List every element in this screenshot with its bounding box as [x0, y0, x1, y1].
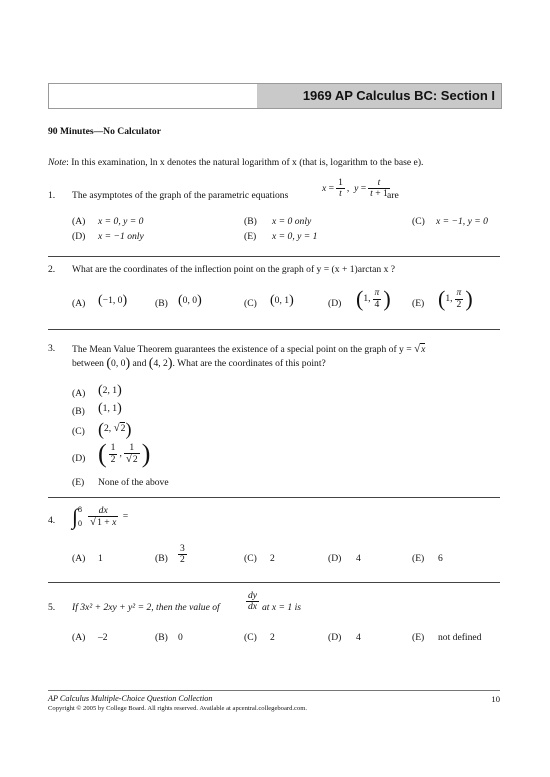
q3-choice-e-text: None of the above	[98, 477, 169, 488]
q2-choice-e-label: (E)	[412, 298, 425, 309]
q5-choice-a-text: –2	[98, 632, 108, 643]
question-2-number: 2.	[48, 264, 56, 275]
question-5-number: 5.	[48, 602, 56, 613]
q2-choice-b-text: 0, 0	[182, 295, 198, 307]
question-3-stem-line1: The Mean Value Theorem guarantees the existence of a special point on the graph of y = √x	[72, 343, 426, 355]
note-text: : In this examination, ln x denotes the natural logarithm of x (that is, logarithm to the base e).	[66, 157, 424, 168]
q3-choice-b-text: 1, 1	[102, 403, 118, 415]
q2-choice-a-label: (A)	[72, 298, 86, 309]
q4-choice-e-text: 6	[438, 553, 443, 564]
q1-choice-e-label: (E)	[244, 231, 257, 242]
copyright-notice: Copyright © 2005 by College Board. All rights reserved. Available at apcentral.collegeboard.com.	[48, 705, 308, 712]
q2-choice-a-text: −1, 0	[102, 295, 123, 307]
question-1-stem-end: are	[387, 190, 399, 201]
q3-choice-a-label: (A)	[72, 388, 86, 399]
q3-choice-c-text: 2,	[104, 423, 114, 435]
section-title-bar	[48, 83, 502, 109]
q4-choice-b-label: (B)	[155, 553, 168, 564]
page-number: 10	[491, 694, 500, 704]
q4-choice-c-text: 2	[270, 553, 275, 564]
question-1-stem: The asymptotes of the graph of the parametric equations	[72, 190, 289, 201]
q3-between: between	[72, 358, 107, 370]
q5-choice-b-text: 0	[178, 632, 183, 643]
q5-choice-e-label: (E)	[412, 632, 425, 643]
q4-choice-d-label: (D)	[328, 553, 342, 564]
question-5-stem-a: If 3x² + 2xy + y² = 2, then the value of	[72, 602, 220, 613]
divider	[48, 582, 500, 583]
q4-choice-a-text: 1	[98, 553, 103, 564]
q2-choice-c-text: 0, 1	[274, 295, 290, 307]
q4-choice-d-text: 4	[356, 553, 361, 564]
question-5-stem-b: at x = 1 is	[262, 602, 301, 613]
q4-choice-c-label: (C)	[244, 553, 257, 564]
q1-choice-b-label: (B)	[244, 216, 257, 227]
q2-choice-d-label: (D)	[328, 298, 342, 309]
q2-choice-b-value: (0, 0)	[178, 293, 202, 308]
divider	[48, 329, 500, 330]
q2-choice-c-value: (0, 1)	[270, 293, 294, 308]
q5-choice-e-text: not defined	[438, 632, 482, 643]
divider	[48, 497, 500, 498]
divider	[48, 256, 500, 257]
time-note: 90 Minutes—No Calculator	[48, 126, 161, 137]
q3-choice-d-label: (D)	[72, 453, 86, 464]
q1-choice-b-text: x = 0 only	[272, 216, 312, 227]
q5-choice-b-label: (B)	[155, 632, 168, 643]
note-label: Note	[48, 157, 67, 168]
q3-choice-b-label: (B)	[72, 406, 85, 417]
q3-choice-b-value: (1, 1)	[98, 401, 122, 416]
question-3-stem-line2: between (0, 0) and (4, 2). What are the coordinates of this point?	[72, 356, 326, 371]
q3-question: . What are the coordinates of this point?	[172, 358, 326, 370]
q3-choice-c-label: (C)	[72, 426, 85, 437]
q4-choice-e-label: (E)	[412, 553, 425, 564]
q1-choice-a-text: x = 0, y = 0	[98, 216, 144, 227]
q2-choice-a-value: (−1, 0)	[98, 293, 128, 308]
q3-choice-d-value: ( $\frac{1}{2}$ , $\frac{1}{√2}$ )	[98, 439, 151, 468]
q5-choice-c-label: (C)	[244, 632, 257, 643]
q5-choice-a-label: (A)	[72, 632, 86, 643]
q1-choice-d-text: x = −1 only	[98, 231, 144, 242]
page-title: 1969 AP Calculus BC: Section I	[257, 84, 501, 108]
q2-choice-b-label: (B)	[155, 298, 168, 309]
q1-choice-d-label: (D)	[72, 231, 86, 242]
q4-choice-b-value: $\frac{3}{2}$	[180, 543, 185, 566]
q3-choice-c-value: (2, √2)	[98, 419, 132, 439]
q5-choice-c-text: 2	[270, 632, 275, 643]
q2-choice-e-value: (1, $\frac{\pi}{2}$ )	[438, 286, 473, 311]
question-1-number: 1.	[48, 190, 56, 201]
question-2-stem: What are the coordinates of the inflection point on the graph of y = (x + 1)arctan x ?	[72, 264, 396, 275]
question-4-integral: ∫ 8 0 $\frac{dx}{√1 + x}$ =	[72, 504, 129, 529]
q3-choice-a-text: 2, 1	[102, 385, 118, 397]
q4-choice-a-label: (A)	[72, 553, 86, 564]
q1-choice-a-label: (A)	[72, 216, 86, 227]
q5-choice-d-label: (D)	[328, 632, 342, 643]
q3-choice-e-label: (E)	[72, 477, 85, 488]
q2-choice-d-value: (1, $\frac{\pi}{4}$ )	[356, 286, 391, 311]
footer-divider	[48, 690, 500, 691]
footer-collection-title: AP Calculus Multiple-Choice Question Collection	[48, 694, 213, 703]
question-4-number: 4.	[48, 515, 56, 526]
q1-choice-e-text: x = 0, y = 1	[272, 231, 318, 242]
q1-choice-c-label: (C)	[412, 216, 425, 227]
q1-choice-c-text: x = −1, y = 0	[436, 216, 488, 227]
question-3-stem-text: The Mean Value Theorem guarantees the existence of a special point on the graph of y =	[72, 344, 415, 355]
exam-note	[48, 157, 423, 168]
q5-choice-d-text: 4	[356, 632, 361, 643]
q3-choice-a-value: (2, 1)	[98, 383, 122, 398]
q2-choice-c-label: (C)	[244, 298, 257, 309]
q3-and: and	[130, 358, 149, 370]
question-5-derivative: $\frac{dy}{dx}$	[248, 590, 258, 613]
question-1-equations: x = $\frac{1}{t}$ , y = $\frac{t}{t + 1}$	[322, 177, 388, 200]
question-3-number: 3.	[48, 343, 56, 354]
